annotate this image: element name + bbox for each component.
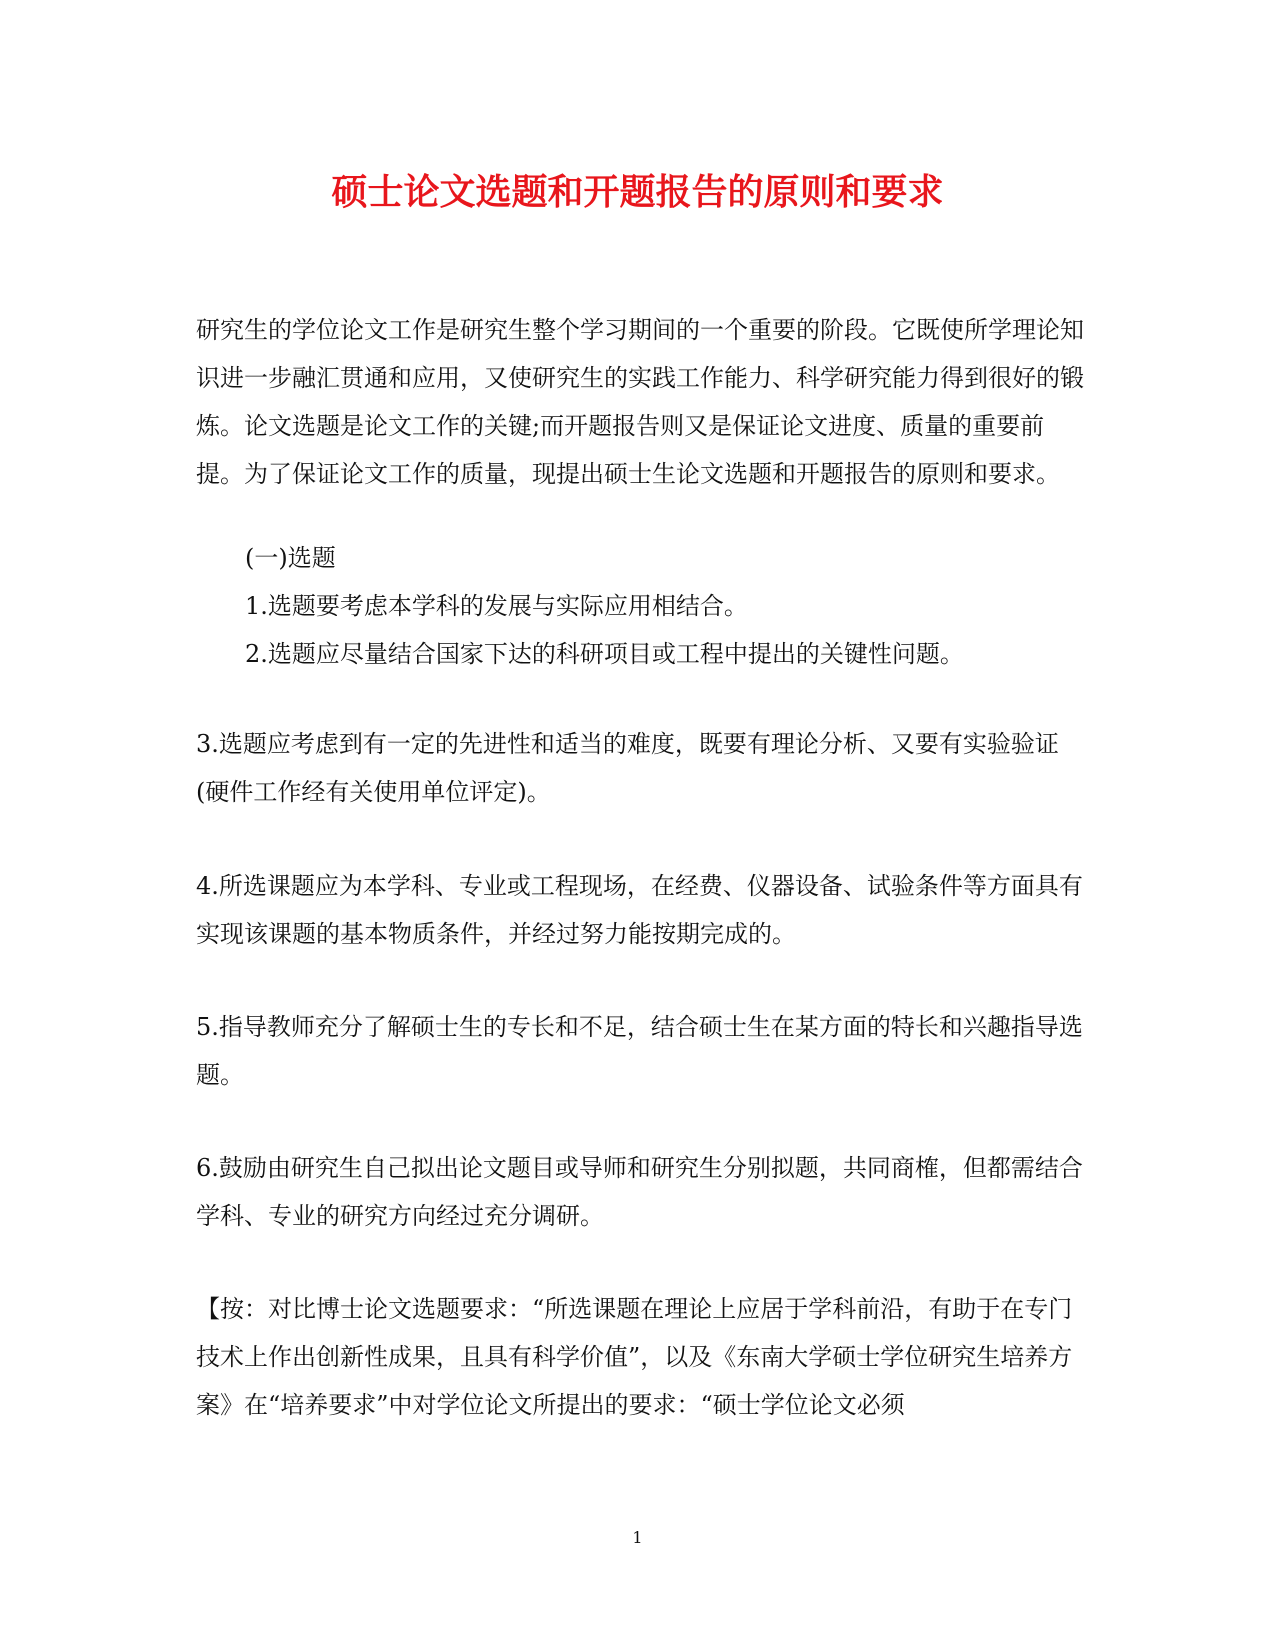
document-title: 硕士论文选题和开题报告的原则和要求	[331, 171, 944, 213]
list-item-3: 3.选题应考虑到有一定的先进性和适当的难度，既要有理论分析、又要有实验验证(硬件工作经有关使用单位评定)。	[196, 730, 1059, 806]
list-item-2: 2.选题应尽量结合国家下达的科研项目或工程中提出的关键性问题。	[245, 640, 964, 668]
section-heading: (一)选题	[245, 544, 336, 572]
note-paragraph: 【按：对比博士论文选题要求：“所选课题在理论上应居于学科前沿，有助于在专门技术上作出创新性成果，且具有科学价值”，以及《东南大学硕士学位研究生培养方案》在“培养要求”中对学位论文所提出的要求：“硕士学位论文必须	[196, 1295, 1073, 1419]
list-item-1: 1.选题要考虑本学科的发展与实际应用相结合。	[245, 592, 748, 620]
page-number: 1	[632, 1528, 643, 1547]
intro-paragraph: 研究生的学位论文工作是研究生整个学习期间的一个重要的阶段。它既使所学理论知识进一步融汇贯通和应用，又使研究生的实践工作能力、科学研究能力得到很好的锻炼。论文选题是论文工作的关键;而开题报告则又是保证论文进度、质量的重要前提。为了保证论文工作的质量，现提出硕士生论文选题和开题报告的原则和要求。	[196, 316, 1084, 488]
list-item-6: 6.鼓励由研究生自己拟出论文题目或导师和研究生分别拟题，共同商榷，但都需结合学科、专业的研究方向经过充分调研。	[196, 1154, 1083, 1230]
list-item-5: 5.指导教师充分了解硕士生的专长和不足，结合硕士生在某方面的特长和兴趣指导选题。	[196, 1013, 1083, 1089]
list-item-4: 4.所选课题应为本学科、专业或工程现场，在经费、仪器设备、试验条件等方面具有实现该课题的基本物质条件，并经过努力能按期完成的。	[196, 872, 1083, 948]
